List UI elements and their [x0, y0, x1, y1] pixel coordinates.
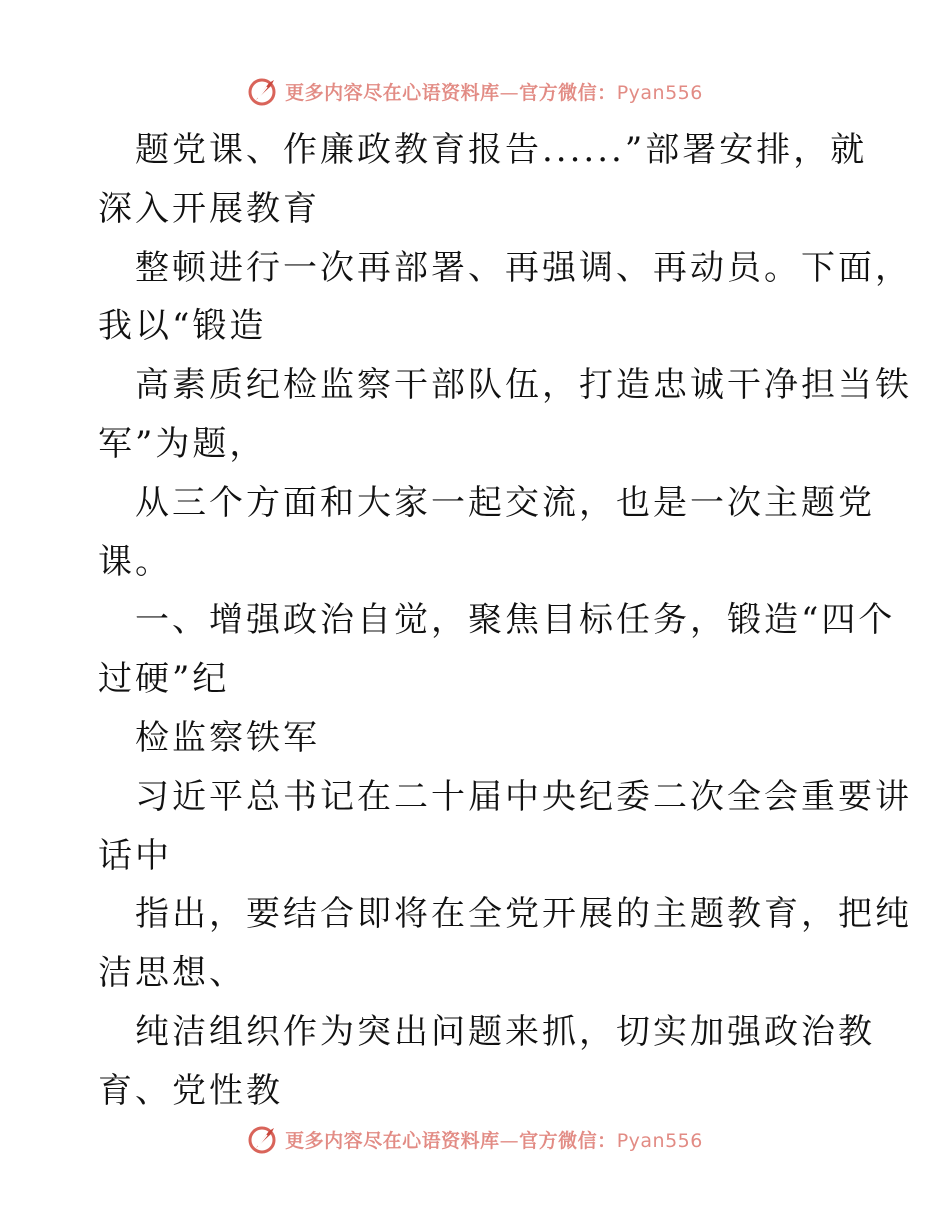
text-line: 我以“锻造 [98, 306, 267, 347]
watermark-text [285, 78, 703, 105]
text-line: 从三个方面和大家一起交流，也是一次主题党 [135, 482, 875, 523]
watermark-text [285, 1126, 703, 1153]
watermark-header [0, 71, 950, 111]
watermark-wechat-id: Pyan556 [616, 81, 703, 104]
text-line: 军”为题， [98, 423, 267, 464]
text-line: 检监察铁军 [135, 717, 320, 758]
text-line: 深入开展教育 [98, 188, 320, 229]
watermark-footer [0, 1119, 950, 1159]
watermark-label: 官方微信： [519, 81, 617, 104]
text-line: 课。 [98, 541, 172, 582]
text-line: 一、增强政治自觉，聚焦目标任务，锻造“四个 [135, 600, 896, 641]
watermark-dash: — [499, 1129, 520, 1152]
text-line: 习近平总书记在二十届中央纪委二次全会重要讲 [135, 776, 912, 817]
watermark-wechat-id: Pyan556 [616, 1129, 703, 1152]
text-line: 题党课、作廉政教育报告......”部署安排，就 [135, 130, 868, 170]
watermark-site-name: 更多内容尽在心语资料库 [285, 81, 500, 104]
quill-pen-logo-icon [247, 1123, 279, 1155]
text-line: 整顿进行一次再部署、再强调、再动员。下面， [135, 247, 912, 288]
watermark-label: 官方微信： [519, 1129, 617, 1152]
text-line: 指出，要结合即将在全党开展的主题教育，把纯 [135, 894, 912, 935]
watermark-site-name: 更多内容尽在心语资料库 [285, 1129, 500, 1152]
text-line: 洁思想、 [98, 953, 246, 994]
text-line: 高素质纪检监察干部队伍，打造忠诚干净担当铁 [135, 365, 912, 406]
text-line: 话中 [98, 835, 172, 876]
text-line: 育、党性教 [98, 1070, 283, 1111]
text-line: 过硬”纪 [98, 659, 230, 700]
text-line: 纯洁组织作为突出问题来抓，切实加强政治教 [135, 1011, 875, 1052]
watermark-dash: — [499, 81, 520, 104]
quill-pen-logo-icon [247, 75, 279, 107]
document-body [98, 121, 912, 1121]
